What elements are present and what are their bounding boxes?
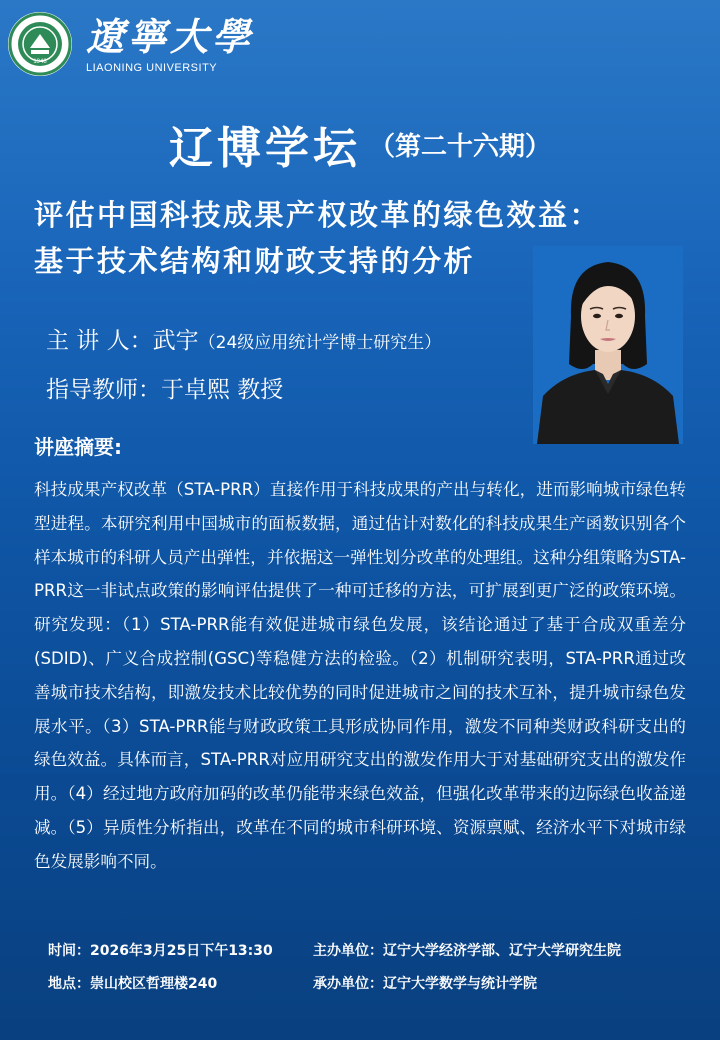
forum-name: 辽博学坛 (168, 123, 361, 174)
host-unit: 主办单位：辽宁大学经济学部、辽宁大学研究生院 (313, 943, 621, 959)
university-seal-logo (8, 12, 72, 76)
seal-year: 1948 (33, 59, 47, 65)
advisor-line (46, 371, 283, 404)
speaker-name: 武宇 (152, 328, 199, 354)
event-time: 时间：2026年3月25日下午13:30 (48, 943, 273, 959)
organizer-unit: 承办单位：辽宁大学数学与统计学院 (313, 976, 537, 992)
info-row-2 (48, 973, 537, 993)
talk-title-line2: 基于技术结构和财政支持的分析 (34, 244, 476, 278)
speaker-note: （24级应用统计学博士研究生） (198, 333, 442, 353)
abstract-text: 科技成果产权改革（STA-PRR）直接作用于科技成果的产出与转化，进而影响城市绿色转型进程。本研究利用中国城市的面板数据，通过估计对数化的科技成果生产函数识别各个样本城市的科研人员产出弹性，并依据这一弹性划分改革的处理组。这种分组策略为STA-PRR这一非试点政策的影响评估提供了一种可迁移的方法，可扩展到更广泛的政策环境。研究发现：（1）STA-PRR能有效促进城市绿色发展，该结论通过了基于合成双重差分(SDID)、广义合成控制(GSC)等稳健方法的检验。（2）机制研究表明，STA-PRR通过改善城市技术结构，即激发技术比较优势的同时促进城市之间的技术互补，提升城市绿色发展水平。（3）STA-PRR能与财政政策工具形成协同作用，激发不同种类财政科研支出的绿色效益。具体而言，STA-PRR对应用研究支出的激发作用大于对基础研究支出的激发作用。（4）经过地方政府加码的改革仍能带来绿色效益，但强化改革带来的边际绿色收益递减。（5）异质性分析指出，改革在不同的城市科研环境、资源禀赋、经济水平下对城市绿色发展影响不同。 (34, 480, 686, 871)
advisor-label: 指导教师： (46, 377, 161, 403)
university-name-cn: 遼寧大學 (86, 14, 255, 59)
speaker-portrait (533, 246, 683, 444)
speaker-line (46, 322, 441, 355)
talk-title-line1: 评估中国科技成果产权改革的绿色效益： (34, 198, 602, 232)
abstract-heading: 讲座摘要: (34, 435, 122, 459)
advisor-name: 于卓熙 教授 (161, 377, 284, 403)
university-name-en: LIAONING UNIVERSITY (86, 62, 218, 74)
info-row-1 (48, 940, 621, 960)
forum-issue: （第二十六期） (368, 131, 551, 162)
event-place: 地点：崇山校区哲理楼240 (48, 976, 218, 992)
speaker-label: 主 讲 人： (46, 328, 153, 354)
forum-title (0, 112, 720, 176)
